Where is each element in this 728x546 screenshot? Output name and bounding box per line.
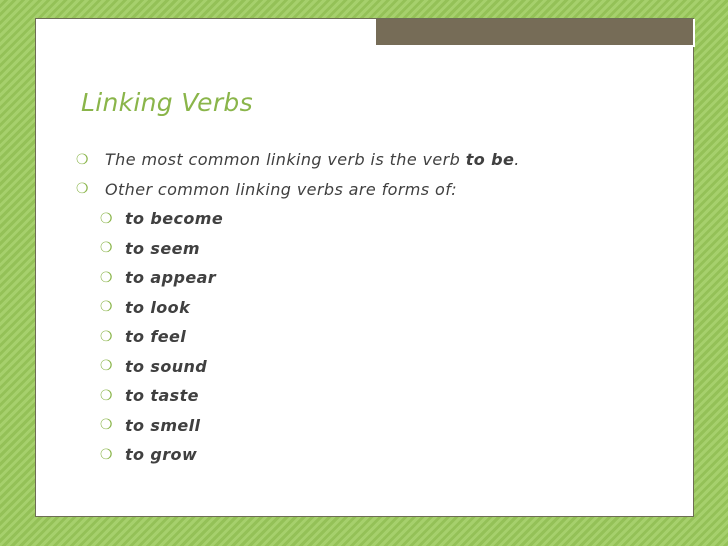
sub-bullet-item: [100, 352, 520, 382]
sub-bullet-item: [100, 322, 520, 352]
bullet-item: [76, 175, 520, 205]
circle-bullet-icon: ❍: [100, 358, 113, 375]
bullet-item: [76, 145, 520, 175]
slide: [35, 18, 694, 517]
sub-bullet-item: [100, 293, 520, 323]
sub-bullet-text: to sound: [125, 356, 208, 376]
sub-bullet-text: to become: [125, 209, 224, 229]
sub-bullet-text: to seem: [125, 238, 200, 258]
slide-title: Linking Verbs: [81, 88, 253, 117]
header-bar: [374, 19, 695, 47]
sub-bullet-text: to taste: [125, 386, 199, 406]
sub-bullet-item: [100, 381, 520, 411]
bullet-text: Other common linking verbs are forms of:: [105, 179, 458, 199]
sub-bullet-text: to feel: [125, 327, 187, 347]
sub-bullet-text: to grow: [125, 445, 198, 465]
sub-bullet-text: to appear: [125, 268, 217, 288]
sub-bullet-item: [100, 263, 520, 293]
sub-bullet-list: [76, 204, 520, 470]
sub-bullet-item: [100, 204, 520, 234]
emphasis-to-be: to be: [465, 150, 515, 170]
circle-bullet-icon: ❍: [100, 328, 113, 345]
sub-bullet-item: [100, 411, 520, 441]
bullet-text: The most common linking verb is the verb to be.: [105, 150, 520, 170]
sub-bullet-item: [100, 440, 520, 470]
circle-bullet-icon: ❍: [76, 151, 89, 168]
sub-bullet-item: [100, 234, 520, 264]
circle-bullet-icon: ❍: [100, 446, 113, 463]
circle-bullet-icon: ❍: [100, 210, 113, 227]
sub-list-container: [76, 204, 520, 470]
circle-bullet-icon: ❍: [76, 181, 89, 198]
circle-bullet-icon: ❍: [100, 417, 113, 434]
sub-bullet-text: to look: [125, 297, 191, 317]
circle-bullet-icon: ❍: [100, 240, 113, 257]
sub-bullet-text: to smell: [125, 415, 201, 435]
bullet-list: [76, 145, 520, 470]
circle-bullet-icon: ❍: [100, 269, 113, 286]
circle-bullet-icon: ❍: [100, 387, 113, 404]
circle-bullet-icon: ❍: [100, 299, 113, 316]
